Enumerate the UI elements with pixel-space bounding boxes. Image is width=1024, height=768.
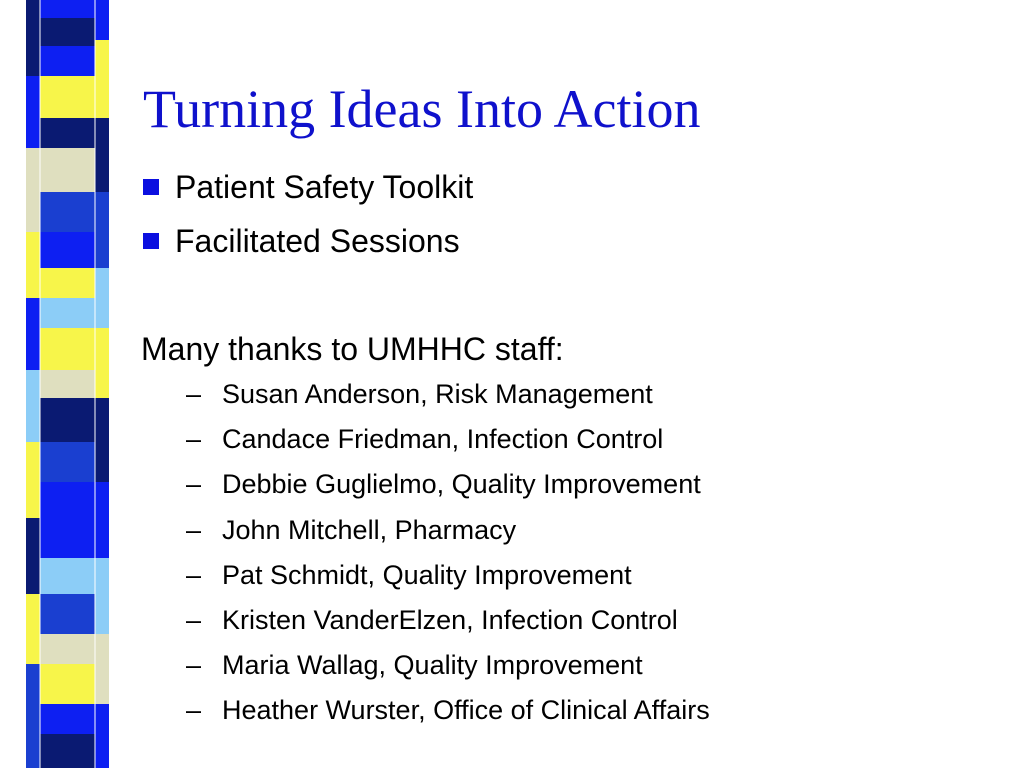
- bullet-item-sessions: [143, 222, 473, 276]
- staff-text: Heather Wurster, Office of Clinical Affairs: [222, 695, 710, 726]
- dash-bullet: –: [186, 514, 202, 545]
- staff-list: [186, 377, 710, 739]
- staff-text: Susan Anderson, Risk Management: [222, 379, 653, 409]
- staff-item: [186, 422, 710, 467]
- staff-text: Candace Friedman, Infection Control: [222, 424, 664, 455]
- square-bullet-icon: [143, 179, 159, 195]
- staff-text: Maria Wallag, Quality Improvement: [222, 650, 643, 681]
- staff-text: John Mitchell, Pharmacy: [222, 514, 517, 545]
- staff-item: [186, 648, 710, 693]
- dash-bullet: –: [186, 379, 202, 409]
- staff-text: Debbie Guglielmo, Quality Improvement: [222, 469, 701, 500]
- staff-item: [186, 377, 710, 422]
- bullet-list: [143, 168, 473, 276]
- staff-item: [186, 513, 710, 558]
- dash-bullet: –: [186, 559, 202, 590]
- staff-item: [186, 558, 710, 603]
- staff-item: [186, 603, 710, 648]
- thanks-heading: Many thanks to UMHHC staff:: [141, 331, 564, 367]
- slide-title: Turning Ideas Into Action: [143, 79, 701, 139]
- dash-bullet: –: [186, 469, 202, 500]
- bullet-text: Patient Safety Toolkit: [175, 169, 474, 205]
- staff-item: [186, 467, 710, 512]
- decorative-stripe: [0, 0, 116, 768]
- dash-bullet: –: [186, 650, 202, 681]
- staff-item: [186, 693, 710, 738]
- square-bullet-icon: [143, 233, 159, 249]
- bullet-item-toolkit: [143, 168, 473, 222]
- staff-text: Kristen VanderElzen, Infection Control: [222, 604, 678, 635]
- dash-bullet: –: [186, 424, 202, 455]
- dash-bullet: –: [186, 695, 202, 726]
- dash-bullet: –: [186, 604, 202, 635]
- bullet-text: Facilitated Sessions: [175, 223, 460, 259]
- staff-text: Pat Schmidt, Quality Improvement: [222, 559, 632, 590]
